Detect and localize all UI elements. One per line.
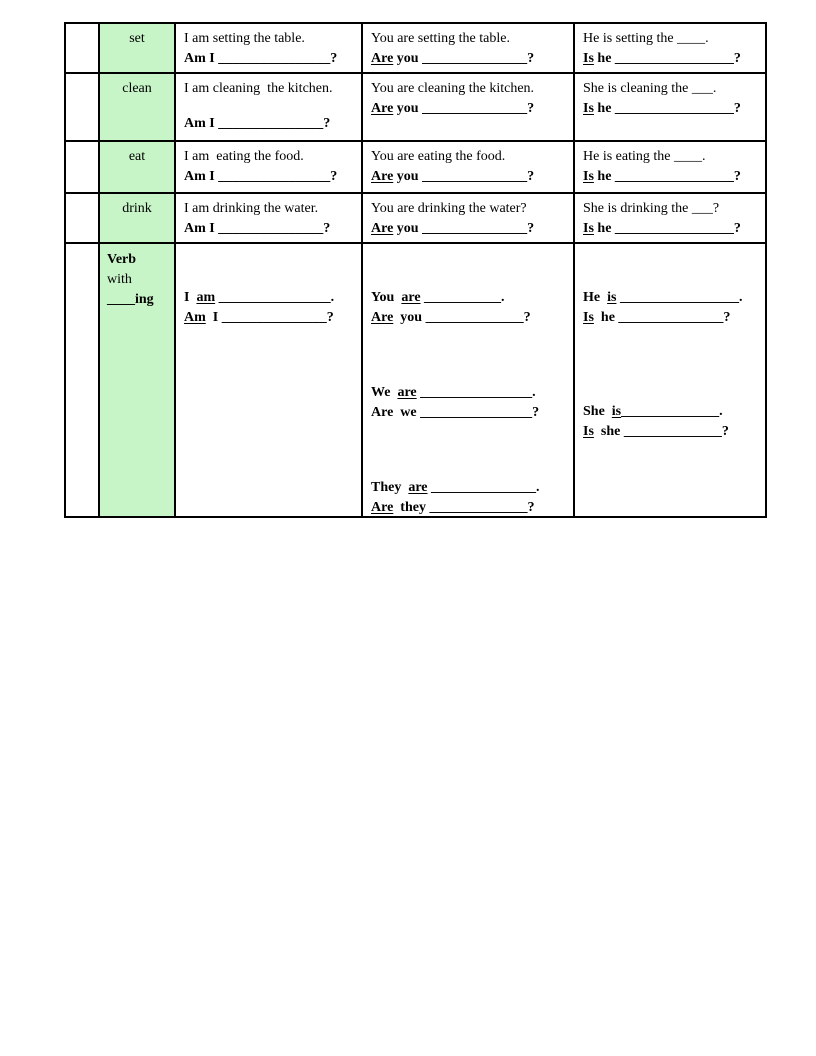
statement-blank: She is______________. — [583, 404, 723, 419]
question-blank: Is he _______________? — [583, 310, 731, 325]
cell-clean-third-person — [574, 73, 766, 141]
cell-eat-first-person — [175, 141, 362, 193]
statement: He is setting the ____. — [583, 31, 709, 46]
question-blank: Am I _______________? — [184, 221, 331, 236]
empty-cell — [65, 23, 99, 73]
cell-eat-third-person — [574, 141, 766, 193]
grammar-table — [64, 22, 767, 518]
ing-label-line3: ____ing — [107, 292, 154, 307]
statement: I am drinking the water. — [184, 201, 319, 216]
statement: She is drinking the ___? — [583, 201, 720, 216]
empty-cell — [65, 193, 99, 243]
row-eat — [65, 141, 766, 193]
verb-cell-eat — [99, 141, 175, 193]
pair-he-is — [583, 288, 761, 328]
question-blank: Am I _______________? — [184, 116, 331, 131]
empty-cell — [65, 73, 99, 141]
statement: I am cleaning the kitchen. — [184, 81, 333, 96]
question-blank: Is he _________________? — [583, 221, 741, 236]
cell-drink-third-person — [574, 193, 766, 243]
question-blank: Are you _______________? — [371, 221, 535, 236]
statement: You are eating the food. — [371, 149, 506, 164]
question-blank: Is he _________________? — [583, 101, 741, 116]
row-clean — [65, 73, 766, 141]
question-blank: Am I ________________? — [184, 169, 338, 184]
statement-blank: You are ___________. — [371, 290, 505, 305]
question-blank: Are you _______________? — [371, 51, 535, 66]
verb-label-eat: eat — [128, 149, 146, 164]
question-blank: Is he _________________? — [583, 169, 741, 184]
statement-blank: I am ________________. — [184, 290, 335, 305]
empty-cell — [65, 141, 99, 193]
verb-label-set: set — [129, 31, 145, 46]
question-blank: Am I ________________? — [184, 51, 338, 66]
ing-label-line1: Verb — [107, 252, 137, 267]
question-blank: Are you _______________? — [371, 169, 535, 184]
cell-clean-first-person — [175, 73, 362, 141]
verb-cell-set — [99, 23, 175, 73]
verb-cell-ing-label — [99, 243, 175, 517]
cell-clean-second-person — [362, 73, 574, 141]
cell-drink-second-person — [362, 193, 574, 243]
cell-set-first-person — [175, 23, 362, 73]
verb-label-drink: drink — [122, 201, 152, 216]
pair-i-am — [184, 288, 357, 328]
verb-label-clean: clean — [122, 81, 152, 96]
verb-cell-drink — [99, 193, 175, 243]
question-blank: Are you _______________? — [371, 101, 535, 116]
statement: He is eating the ____. — [583, 149, 706, 164]
cell-set-second-person — [362, 23, 574, 73]
statement-blank: He is _________________. — [583, 290, 743, 305]
row-verb-ing — [65, 243, 766, 517]
statement-blank: We are ________________. — [371, 385, 536, 400]
empty-cell — [65, 243, 99, 517]
question-blank: Are we ________________? — [371, 405, 540, 420]
question-blank: Am I _______________? — [184, 310, 334, 325]
verb-cell-clean — [99, 73, 175, 141]
statement-blank: They are _______________. — [371, 480, 540, 495]
pair-you-are — [371, 288, 569, 328]
pair-we-are — [371, 383, 569, 423]
question-blank: Is he _________________? — [583, 51, 741, 66]
statement: She is cleaning the ___. — [583, 81, 717, 96]
pair-they-are — [371, 478, 569, 518]
cell-set-third-person — [574, 23, 766, 73]
cell-drink-first-person — [175, 193, 362, 243]
statement: I am eating the food. — [184, 149, 304, 164]
question-blank: Are you ______________? — [371, 310, 531, 325]
cell-ing-third-person — [574, 243, 766, 517]
question-blank: Are they ______________? — [371, 500, 535, 515]
row-drink — [65, 193, 766, 243]
cell-eat-second-person — [362, 141, 574, 193]
statement: You are cleaning the kitchen. — [371, 81, 535, 96]
cell-ing-second-person — [362, 243, 574, 517]
cell-ing-first-person — [175, 243, 362, 517]
row-set — [65, 23, 766, 73]
pair-she-is — [583, 402, 761, 442]
ing-label-line2: with — [107, 272, 132, 287]
question-blank: Is she ______________? — [583, 424, 729, 439]
statement: I am setting the table. — [184, 31, 305, 46]
statement: You are setting the table. — [371, 31, 510, 46]
statement: You are drinking the water? — [371, 201, 527, 216]
